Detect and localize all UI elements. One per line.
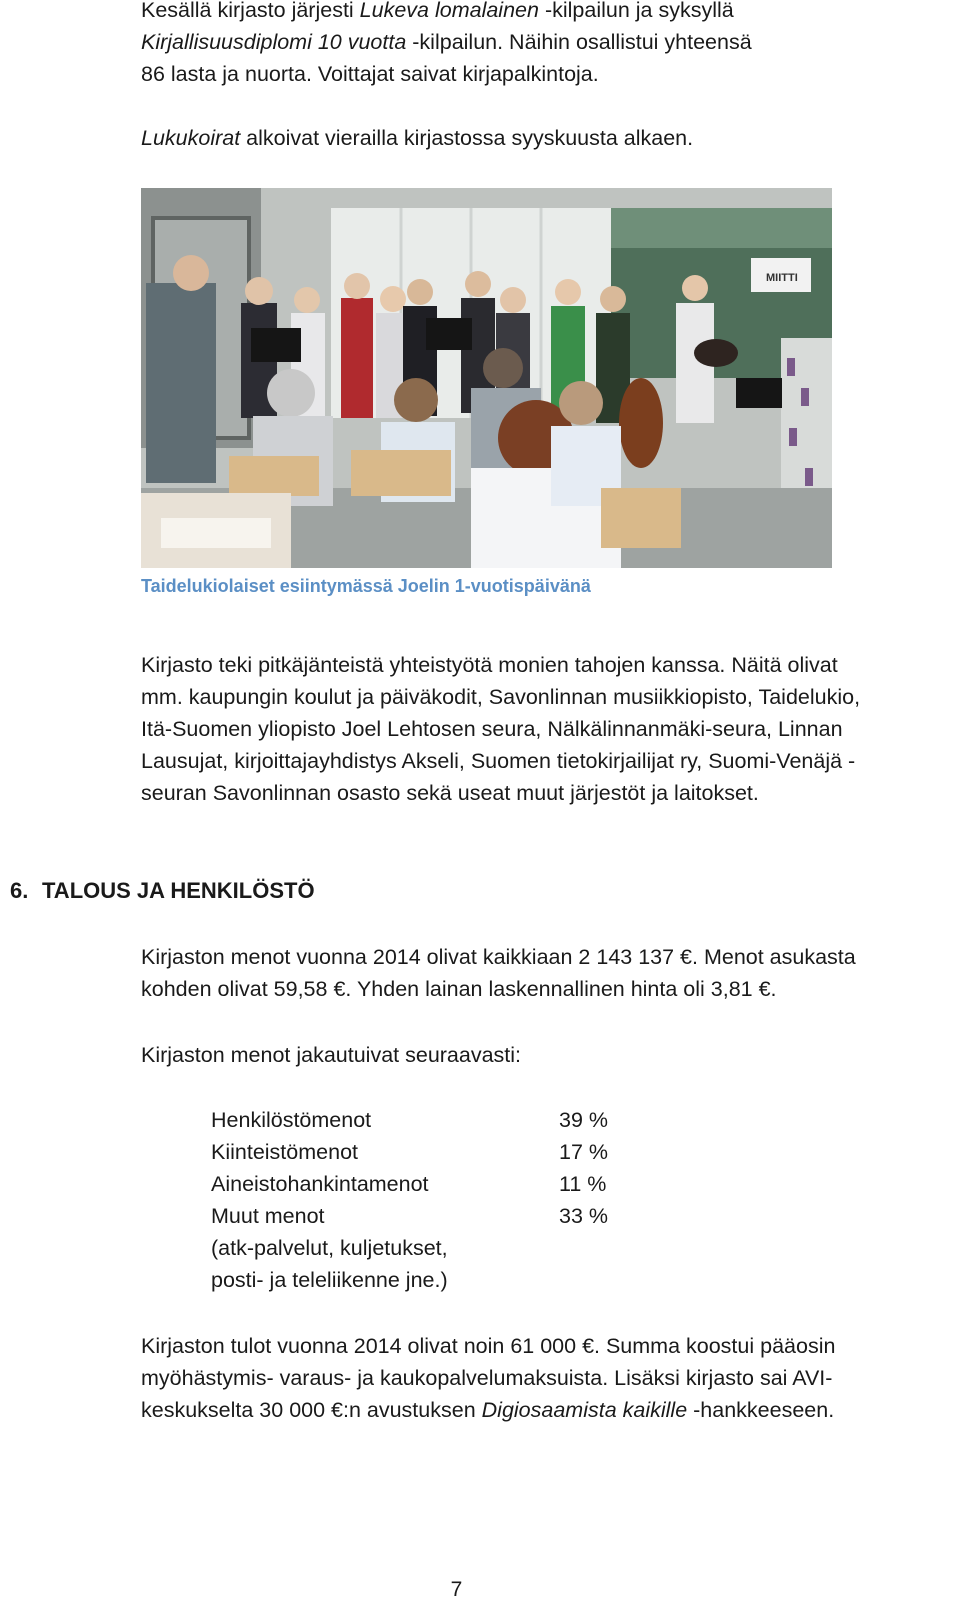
section-number: 6.	[10, 878, 29, 903]
photo-caption: Taidelukiolaiset esiintymässä Joelin 1-vuotispäivänä	[141, 576, 591, 596]
section-heading	[10, 876, 315, 906]
expense-row: Muut menot 33 %	[211, 1204, 609, 1228]
page-number: 7	[450, 1578, 463, 1601]
section-title: TALOUS JA HENKILÖSTÖ	[42, 878, 315, 903]
expense-row: Kiinteistömenot 17 %	[211, 1140, 609, 1164]
expense-row: (atk-palvelut, kuljetukset,	[211, 1236, 448, 1260]
expense-row: Aineistohankintamenot 11 %	[211, 1172, 607, 1196]
paragraph-reading-dogs: Lukukoirat alkoivat vierailla kirjastossa syyskuusta alkaen.	[141, 126, 694, 150]
miitti-sign: MIITTI	[766, 272, 798, 284]
paragraph-expenses-total: Kirjaston menot vuonna 2014 olivat kaikkiaan 2 143 137 €. Menot asukasta kohden olivat 59,58 €. Yhden lainan laskennallinen hinta oli 3,81 €.	[141, 945, 856, 1001]
paragraph-income: Kirjaston tulot vuonna 2014 olivat noin 61 000 €. Summa koostui pääosin myöhästymis- varaus- ja kaukopalvelumaksuista. Lisäksi kirjasto sai AVI- keskukselta 30 000 €:n avustuksen Digiosaamista kaikille -hankkeeseen.	[141, 1334, 836, 1422]
paragraph-competitions: Kesällä kirjasto järjesti Lukeva lomalainen -kilpailun ja syksyllä Kirjallisuusdiplomi 10 vuotta -kilpailun. Näihin osallistui yhteensä 86 lasta ja nuorta. Voittajat saivat kirjapalkintoja.	[141, 0, 752, 86]
paragraph-expenses-intro: Kirjaston menot jakautuivat seuraavasti:	[141, 1043, 522, 1067]
expense-row: posti- ja teleliikenne jne.)	[211, 1268, 448, 1292]
paragraph-cooperation: Kirjasto teki pitkäjänteistä yhteistyötä monien tahojen kanssa. Näitä olivat mm. kaupungin koulut ja päiväkodit, Savonlinnan musiikkiopisto, Taidelukio, Itä-Suomen yliopisto Joel Lehtosen seura, Nälkälinnanmäki-seura, Linnan Lausujat, kirjoittajayhdistys Akseli, Suomen tietokirjailijat ry, Suomi-Venäjä - seuran Savonlinnan osasto sekä useat muut järjestöt ja laitokset.	[141, 653, 861, 805]
expense-row: Henkilöstömenot 39 %	[211, 1108, 609, 1132]
expenses-breakdown	[211, 1104, 639, 1296]
performance-photo	[141, 188, 832, 568]
